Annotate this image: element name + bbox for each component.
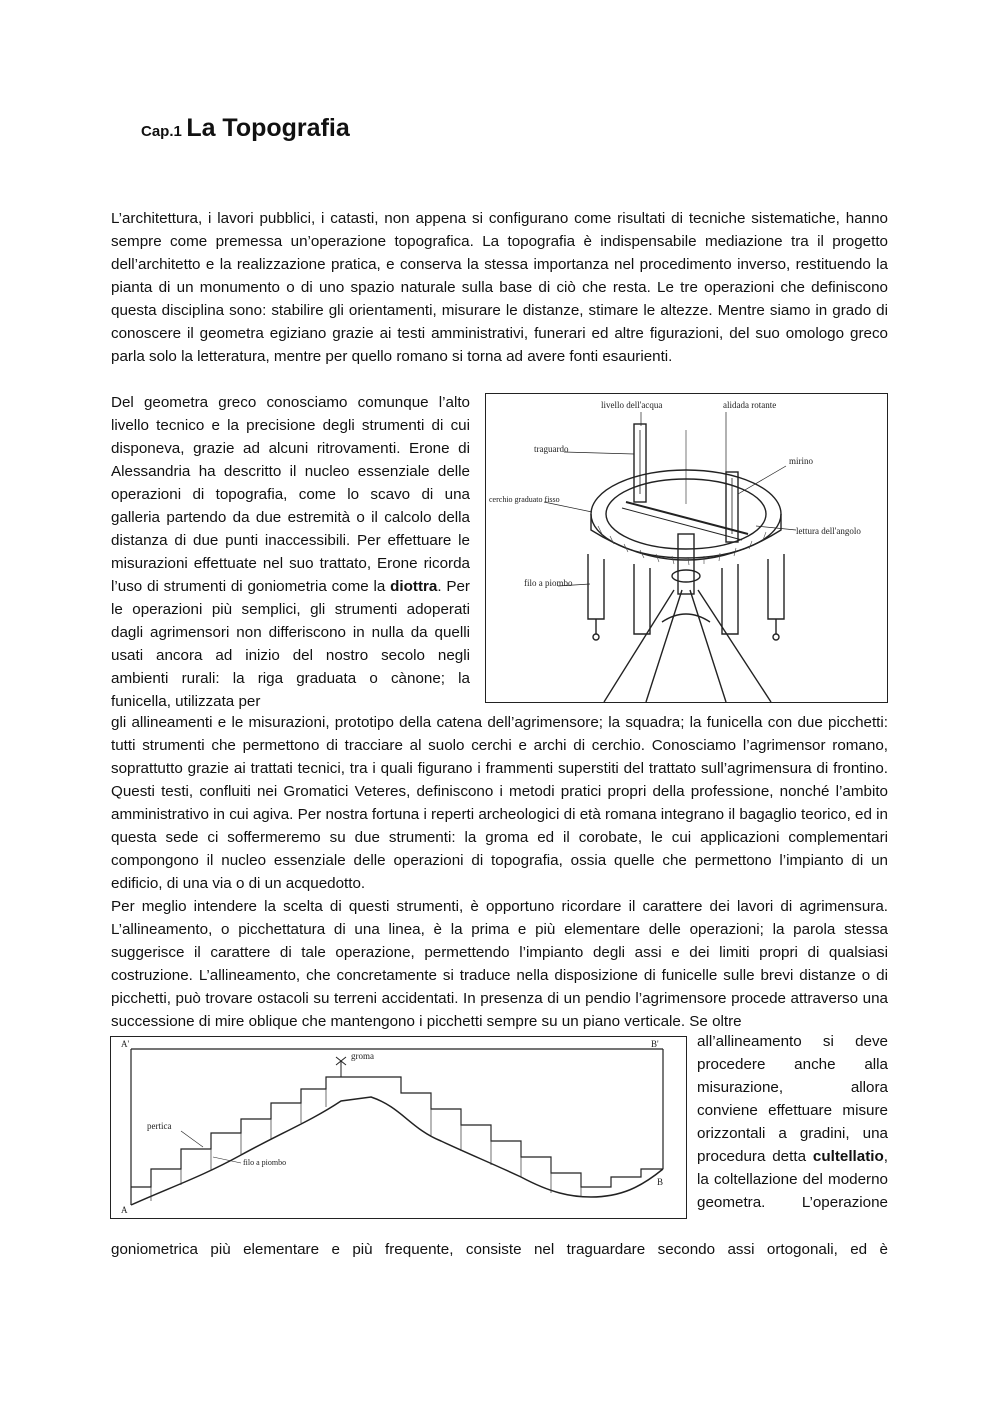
label-filo: filo a piombo: [524, 578, 573, 588]
term-diottra: diottra: [390, 578, 438, 595]
figure-cultellatio: [110, 1036, 687, 1219]
paragraph-text: [697, 1030, 888, 1214]
label-mirino: mirino: [789, 456, 813, 466]
label-pertica: pertica: [147, 1121, 172, 1131]
paragraph-agrimensura: [111, 895, 888, 1033]
paragraph-greek-full: [111, 711, 888, 895]
chapter-title: La Topografia: [186, 114, 350, 142]
paragraph-cultellatio-side: [697, 1030, 888, 1214]
dioptra-drawing: [486, 394, 887, 702]
paragraph-intro: [111, 207, 888, 368]
term-cultellatio: cultellatio: [812, 1148, 884, 1165]
cultellatio-drawing: [111, 1037, 686, 1218]
text-run: . Per le operazioni più semplici, gli strumenti adoperati dagli agrimensori non differiscono in nulla da quelli usati ancora ad inizio del nostro secolo negli ambienti rurali: la riga graduata o cànone; la funicella, utilizzata per: [111, 578, 470, 710]
paragraph-tail: [111, 1238, 888, 1261]
label-livello: livello dell'acqua: [601, 400, 663, 410]
paragraph-text: goniometrica più elementare e più frequente, consiste nel traguardare secondo assi ortogonali, ed è: [111, 1241, 888, 1258]
label-lettura: lettura dell'angolo: [796, 526, 861, 536]
page-title: [141, 114, 350, 143]
paragraph-greek-side: [111, 391, 470, 713]
text-run: Del geometra greco conosciamo comunque l’alto livello tecnico e la precisione degli strumenti di cui disponeva, grazie ad alcuni ritrovamenti. Erone di Alessandria ha descritto il nucleo essenziale delle operazioni di topografia, come lo scavo di una galleria partendo da due estremità o il calcolo della distanza di due punti inaccessibili. Per effettuare le misurazioni effettuate nel suo trattato, Erone ricorda l’uso di strumenti di goniometria come la: [111, 394, 470, 595]
label-filo-a-piombo: filo a piombo: [243, 1158, 287, 1167]
label-cerchio: cerchio graduato fisso: [489, 495, 560, 504]
label-alidada: alidada rotante: [723, 400, 777, 410]
paragraph-text: [111, 391, 470, 713]
label-a-prime: A': [121, 1039, 130, 1049]
label-groma: groma: [351, 1051, 374, 1061]
chapter-number: Cap.1: [141, 123, 182, 140]
paragraph-text: L’architettura, i lavori pubblici, i catasti, non appena si configurano come risultati di tecniche sistematiche, hanno sempre come premessa un’operazione topografica. La topografia è indispensabile mediazione tra il progetto dell’architetto e la realizzazione pratica, e conserva la stessa importanza nel procedimento inverso, restituendo la pianta di un monumento o di uno spazio naturale sulla base di ciò che resta. Le tre operazioni che definiscono questa disciplina sono: stabilire gli orientamenti, misurare le distanze, stimare le altezze. Mentre siamo in grado di conoscere il geometra egiziano grazie ai testi amministrativi, funerari ed altre figurazioni, del suo omologo greco parla solo la letteratura, mentre per quello romano si torna ad avere fonti esaurienti.: [111, 210, 888, 365]
label-b-prime: B': [651, 1039, 659, 1049]
label-traguardo: traguardo: [534, 444, 569, 454]
paragraph-text: gli allineamenti e le misurazioni, prototipo della catena dell’agrimensore; la squadra; la funicella con due picchetti: tutti strumenti che permettono di tracciare al suolo cerchi e archi di cerchio. Conosciamo l’agrimensor romano, soprattutto grazie ai trattati tecnici, tra i quali figurano i frammenti superstiti del trattato sull’agrimensura di frontino. Questi testi, confluiti nei Gromatici Veteres, definiscono i metodi pratici propri della professione, nonché l’ambito amministrativo in cui agiva. Per nostra fortuna i reperti archeologici di età romana integrano il bagaglio teorico, ed in questa sede ci soffermeremo su due strumenti: la groma ed il corobate, le cui applicazioni complementari compongono il nucleo essenziale delle operazioni di topografia, ossia quelle che permettono l’impianto di un edificio, di una via o di un acquedotto.: [111, 714, 888, 892]
text-run: , la coltellazione del moderno geometra. L’operazione: [697, 1148, 888, 1211]
label-a: A: [121, 1205, 128, 1215]
paragraph-text: Per meglio intendere la scelta di questi strumenti, è opportuno ricordare il carattere dei lavori di agrimensura. L’allineamento, o picchettatura di una linea, è la prima e più elementare delle operazioni; la parola stessa suggerisce il carattere di tale operazione, permettendo l’impianto degli assi e dei limiti propri di qualsiasi costruzione. L’allineamento, che concretamente si traduce nella disposizione di funicelle sulle brevi distanze o di picchetti, può trovare ostacoli su terreni accidentati. In presenza di un pendio l’agrimensore procede attraverso una successione di mire oblique che mantengono i picchetti sempre su un piano verticale. Se oltre: [111, 898, 888, 1030]
text-run: all’allineamento si deve procedere anche alla misurazione, allora conviene effettuare misure orizzontali a gradini, una procedura detta: [697, 1033, 888, 1165]
figure-dioptra: [485, 393, 888, 703]
label-b: B: [657, 1177, 664, 1187]
